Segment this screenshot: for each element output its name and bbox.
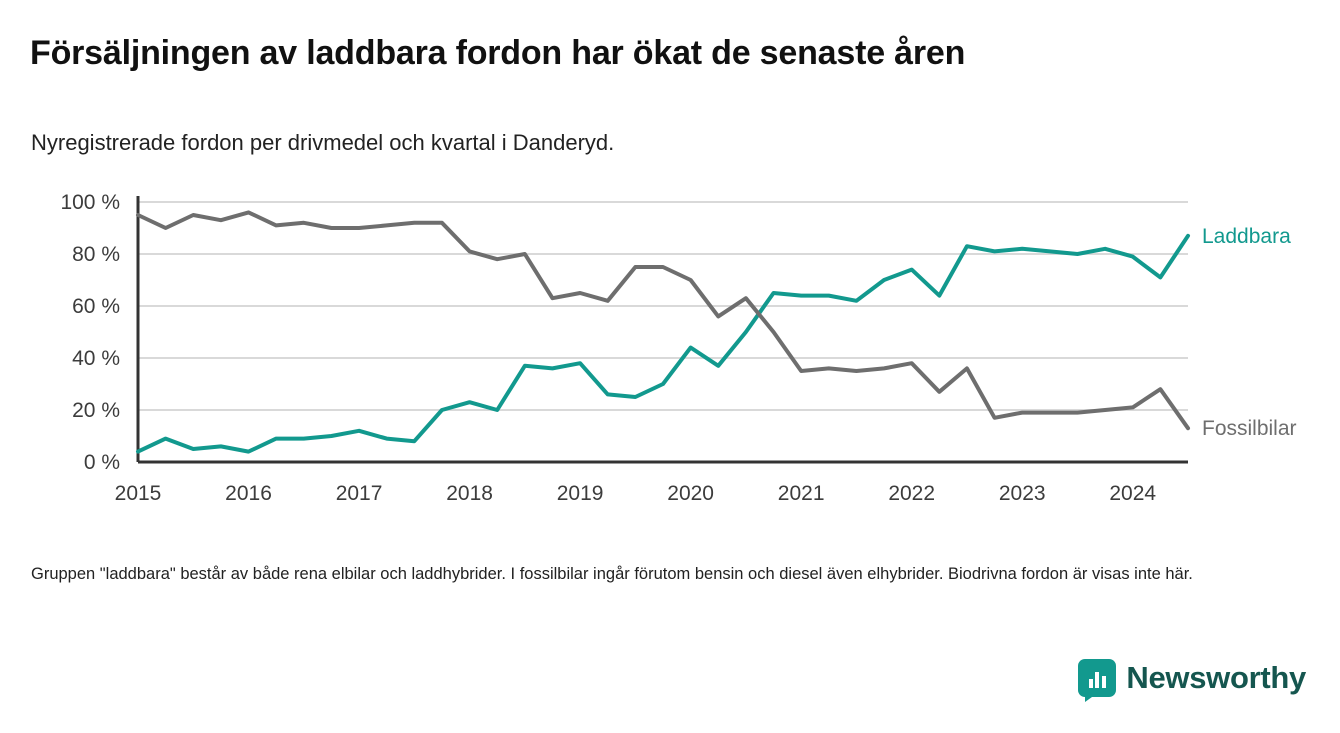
- y-axis-tick-label: 0 %: [83, 451, 120, 474]
- x-axis-tick-label: 2017: [335, 482, 383, 505]
- x-axis-tick-label: 2019: [556, 482, 604, 505]
- y-axis-tick-label: 100 %: [60, 191, 120, 214]
- x-axis-tick-label: 2015: [114, 482, 162, 505]
- x-axis-tick-label: 2018: [446, 482, 493, 505]
- y-axis-tick-label: 20 %: [72, 399, 120, 422]
- y-axis-tick-label: 60 %: [72, 295, 120, 318]
- series-label-fossilbilar: Fossilbilar: [1202, 417, 1297, 441]
- brand-name: Newsworthy: [1126, 660, 1306, 695]
- series-label-laddbara: Laddbara: [1202, 224, 1291, 248]
- x-axis-tick-label: 2020: [667, 482, 714, 505]
- bar-chart-bubble-icon: [1078, 659, 1116, 697]
- x-axis-tick-label: 2022: [888, 482, 936, 505]
- line-chart: [0, 180, 1340, 520]
- chart-footnote: Gruppen "laddbara" består av både rena elbilar och laddhybrider. I fossilbilar ingår förutom bensin och diesel även elhybrider. Biodrivna fordon är visas inte här.: [31, 565, 1193, 583]
- y-axis-tick-label: 40 %: [72, 347, 120, 370]
- series-line-fossilbilar: [138, 212, 1188, 428]
- x-axis-tick-label: 2021: [777, 482, 825, 505]
- chart-subtitle: Nyregistrerade fordon per drivmedel och kvartal i Danderyd.: [31, 130, 615, 155]
- x-axis-tick-label: 2016: [225, 482, 272, 505]
- y-axis-tick-label: 80 %: [72, 243, 120, 266]
- brand-logo: [1078, 659, 1306, 697]
- x-axis-tick-label: 2024: [1109, 482, 1157, 505]
- page-title: Försäljningen av laddbara fordon har ökat de senaste åren: [30, 34, 966, 72]
- chart-container: [0, 180, 1340, 520]
- bar-chart-bubble-bars: [1089, 671, 1106, 688]
- x-axis-tick-label: 2023: [998, 482, 1046, 505]
